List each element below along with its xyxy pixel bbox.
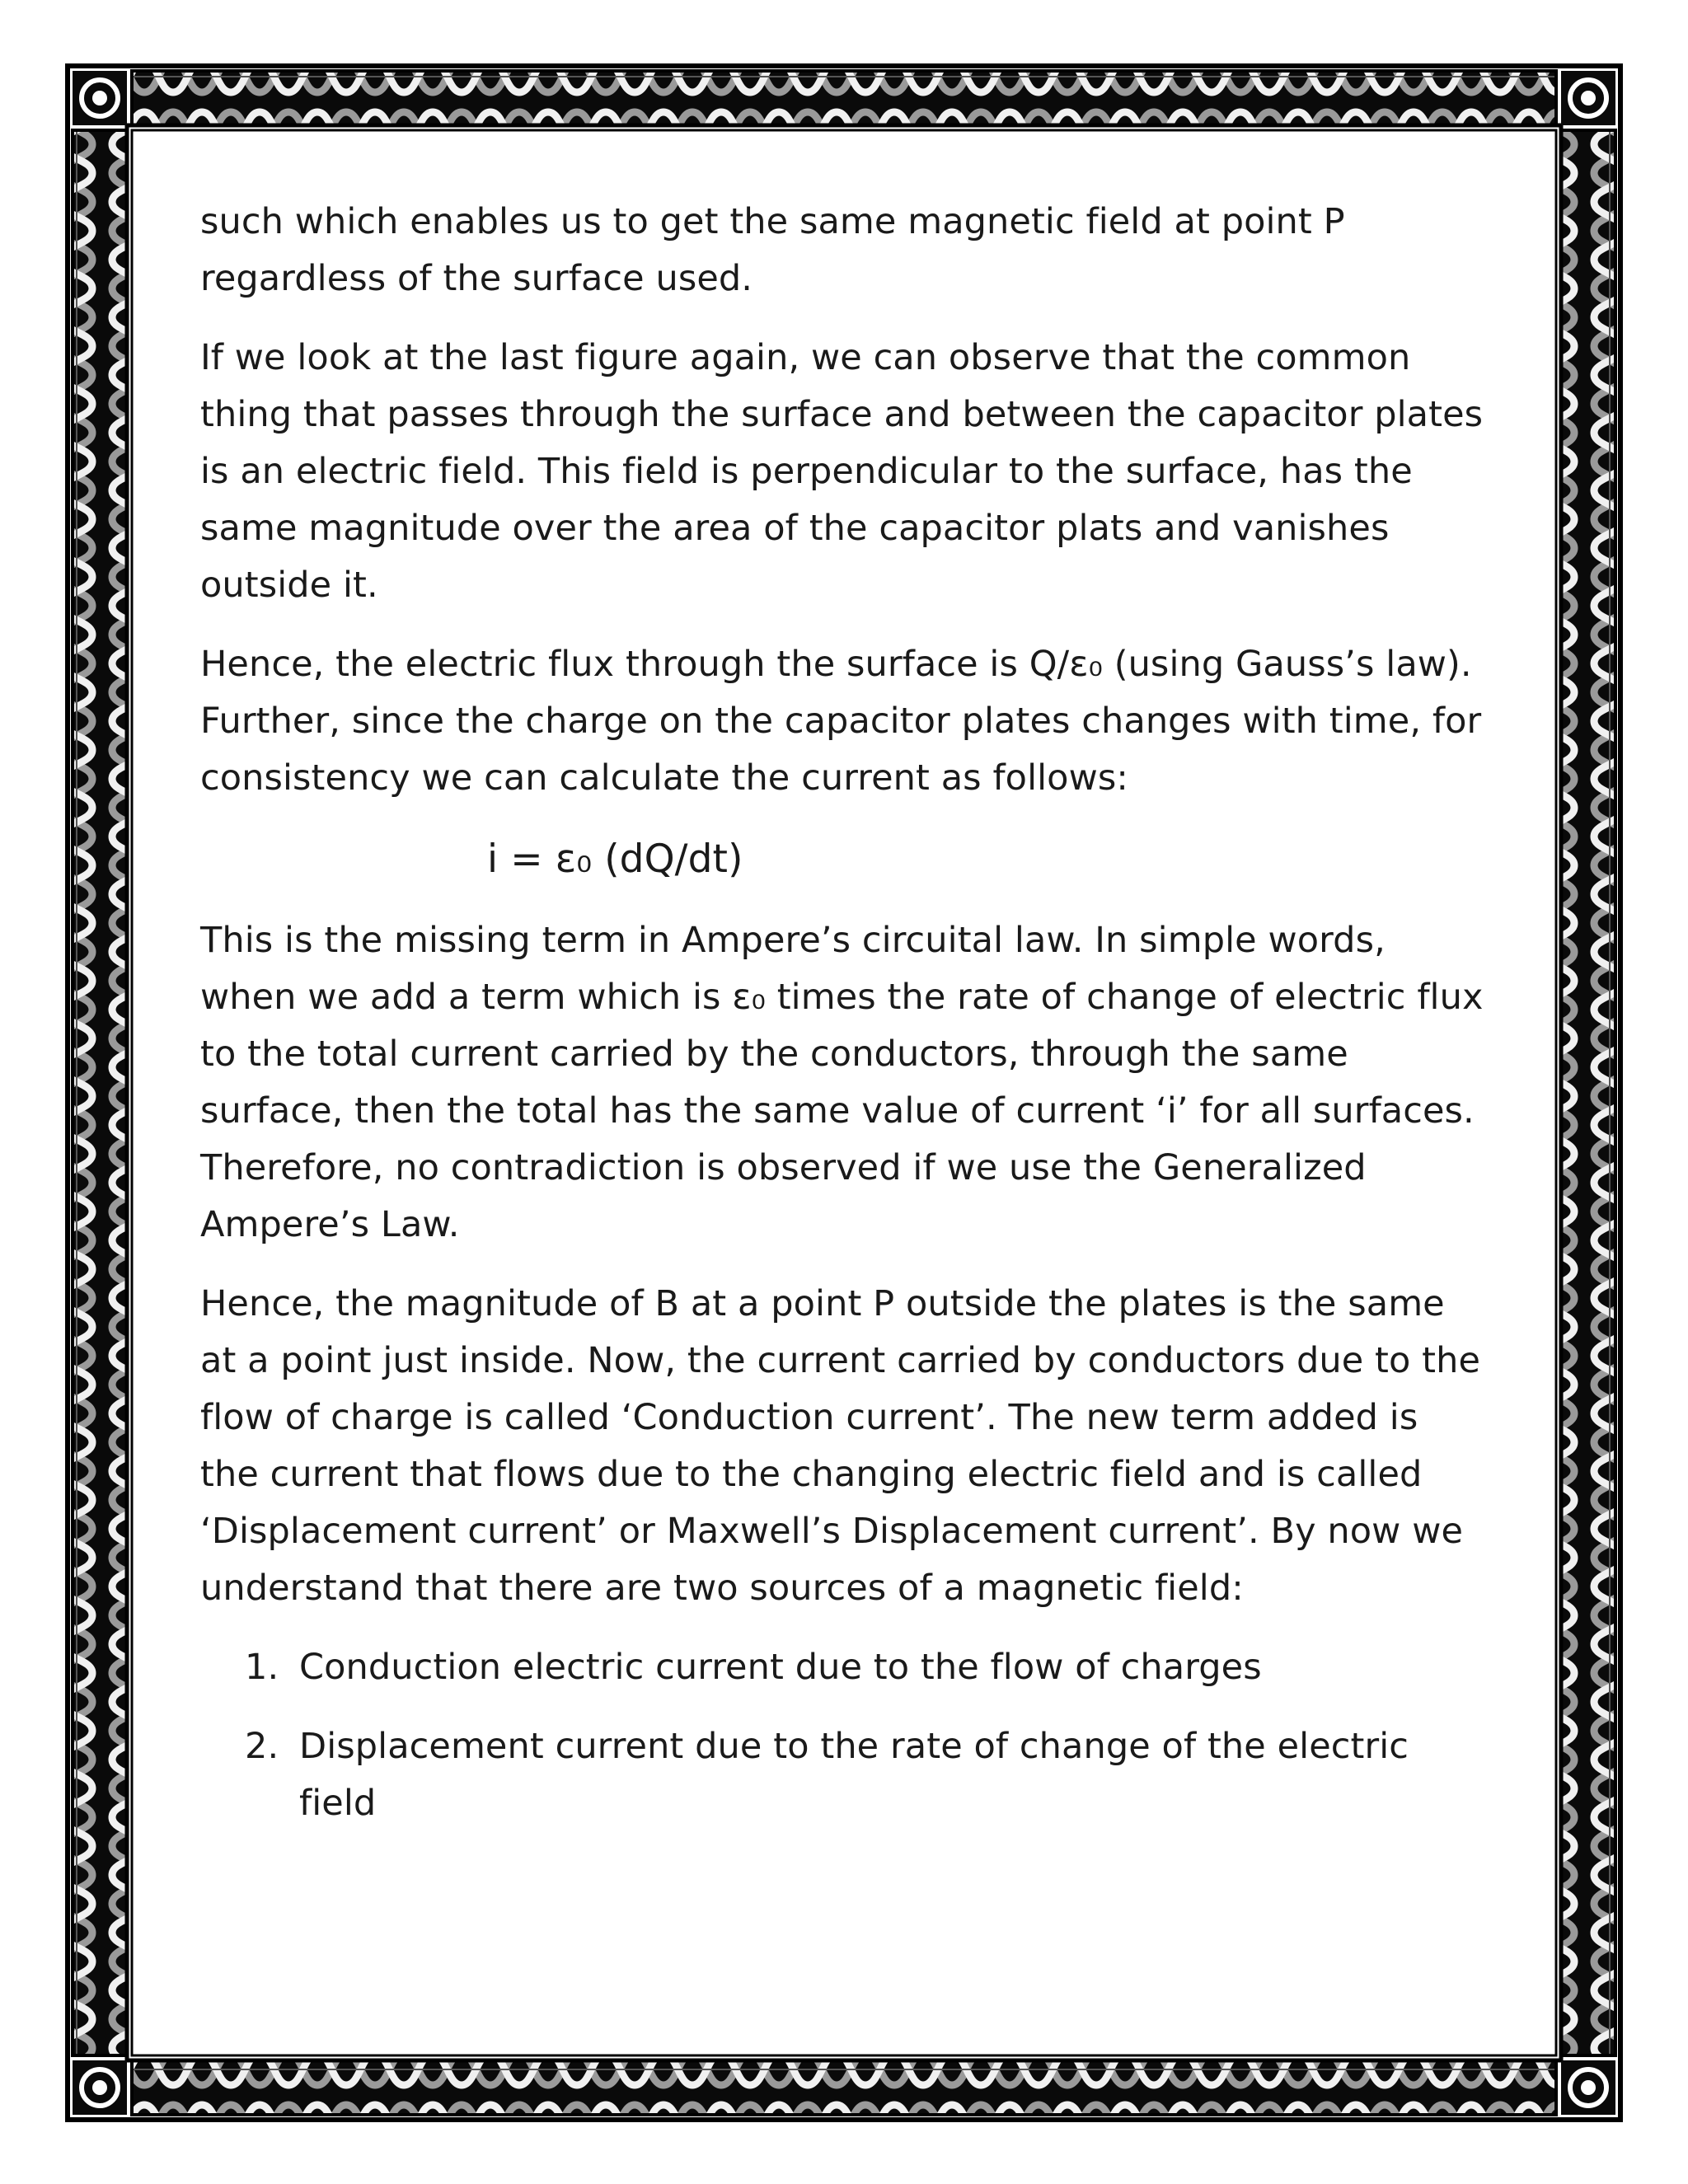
paragraph: such which enables us to get the same magnetic field at point P regardless of the surface used. — [200, 201, 1345, 299]
corner-ornament-icon — [73, 71, 127, 125]
page-body — [200, 194, 1486, 1854]
paragraph: Hence, the electric flux through the surface is Q/ε₀ (using Gauss’s law). Further, since the charge on the capacitor plates changes with time, for consistency we can calculate the current as follows: — [200, 644, 1482, 799]
list-item-number: 1. — [245, 1647, 279, 1688]
numbered-list — [200, 1639, 1486, 1832]
list-item-text: Displacement current due to the rate of change of the electric field — [299, 1726, 1409, 1824]
corner-ornament-icon — [73, 2060, 127, 2115]
corner-ornament-icon — [1561, 71, 1615, 125]
list-item — [200, 1718, 1486, 1832]
list-item — [200, 1639, 1486, 1696]
corner-ornament-icon — [1561, 2060, 1615, 2115]
paragraph: If we look at the last figure again, we can observe that the common thing that passes through the surface and between the capacitor plates is an electric field. This field is perpendicular to the surface, has the same magnitude over the area of the capacitor plats and vanishes outside it. — [200, 337, 1484, 606]
paragraph: This is the missing term in Ampere’s circuital law. In simple words, when we add a term which is ε₀ times the rate of change of electric flux to the total current carried by the conductors, through the same surface, then the total has the same value of current ‘i’ for all surfaces. Therefore, no contradiction is observed if we use the Generalized Ampere’s Law. — [200, 920, 1484, 1245]
paragraph: Hence, the magnitude of B at a point P outside the plates is the same at a point just inside. Now, the current carried by conductors due to the flow of charge is called ‘Conduction current’. The new term added is the current that flows due to the changing electric field and is called ‘Displacement current’ or Maxwell’s Displacement current’. By now we understand that there are two sources of a magnetic field: — [200, 1283, 1481, 1609]
list-item-number: 2. — [245, 1726, 279, 1767]
list-item-text: Conduction electric current due to the flow of charges — [299, 1647, 1262, 1688]
equation: i = ε₀ (dQ/dt) — [487, 837, 743, 882]
